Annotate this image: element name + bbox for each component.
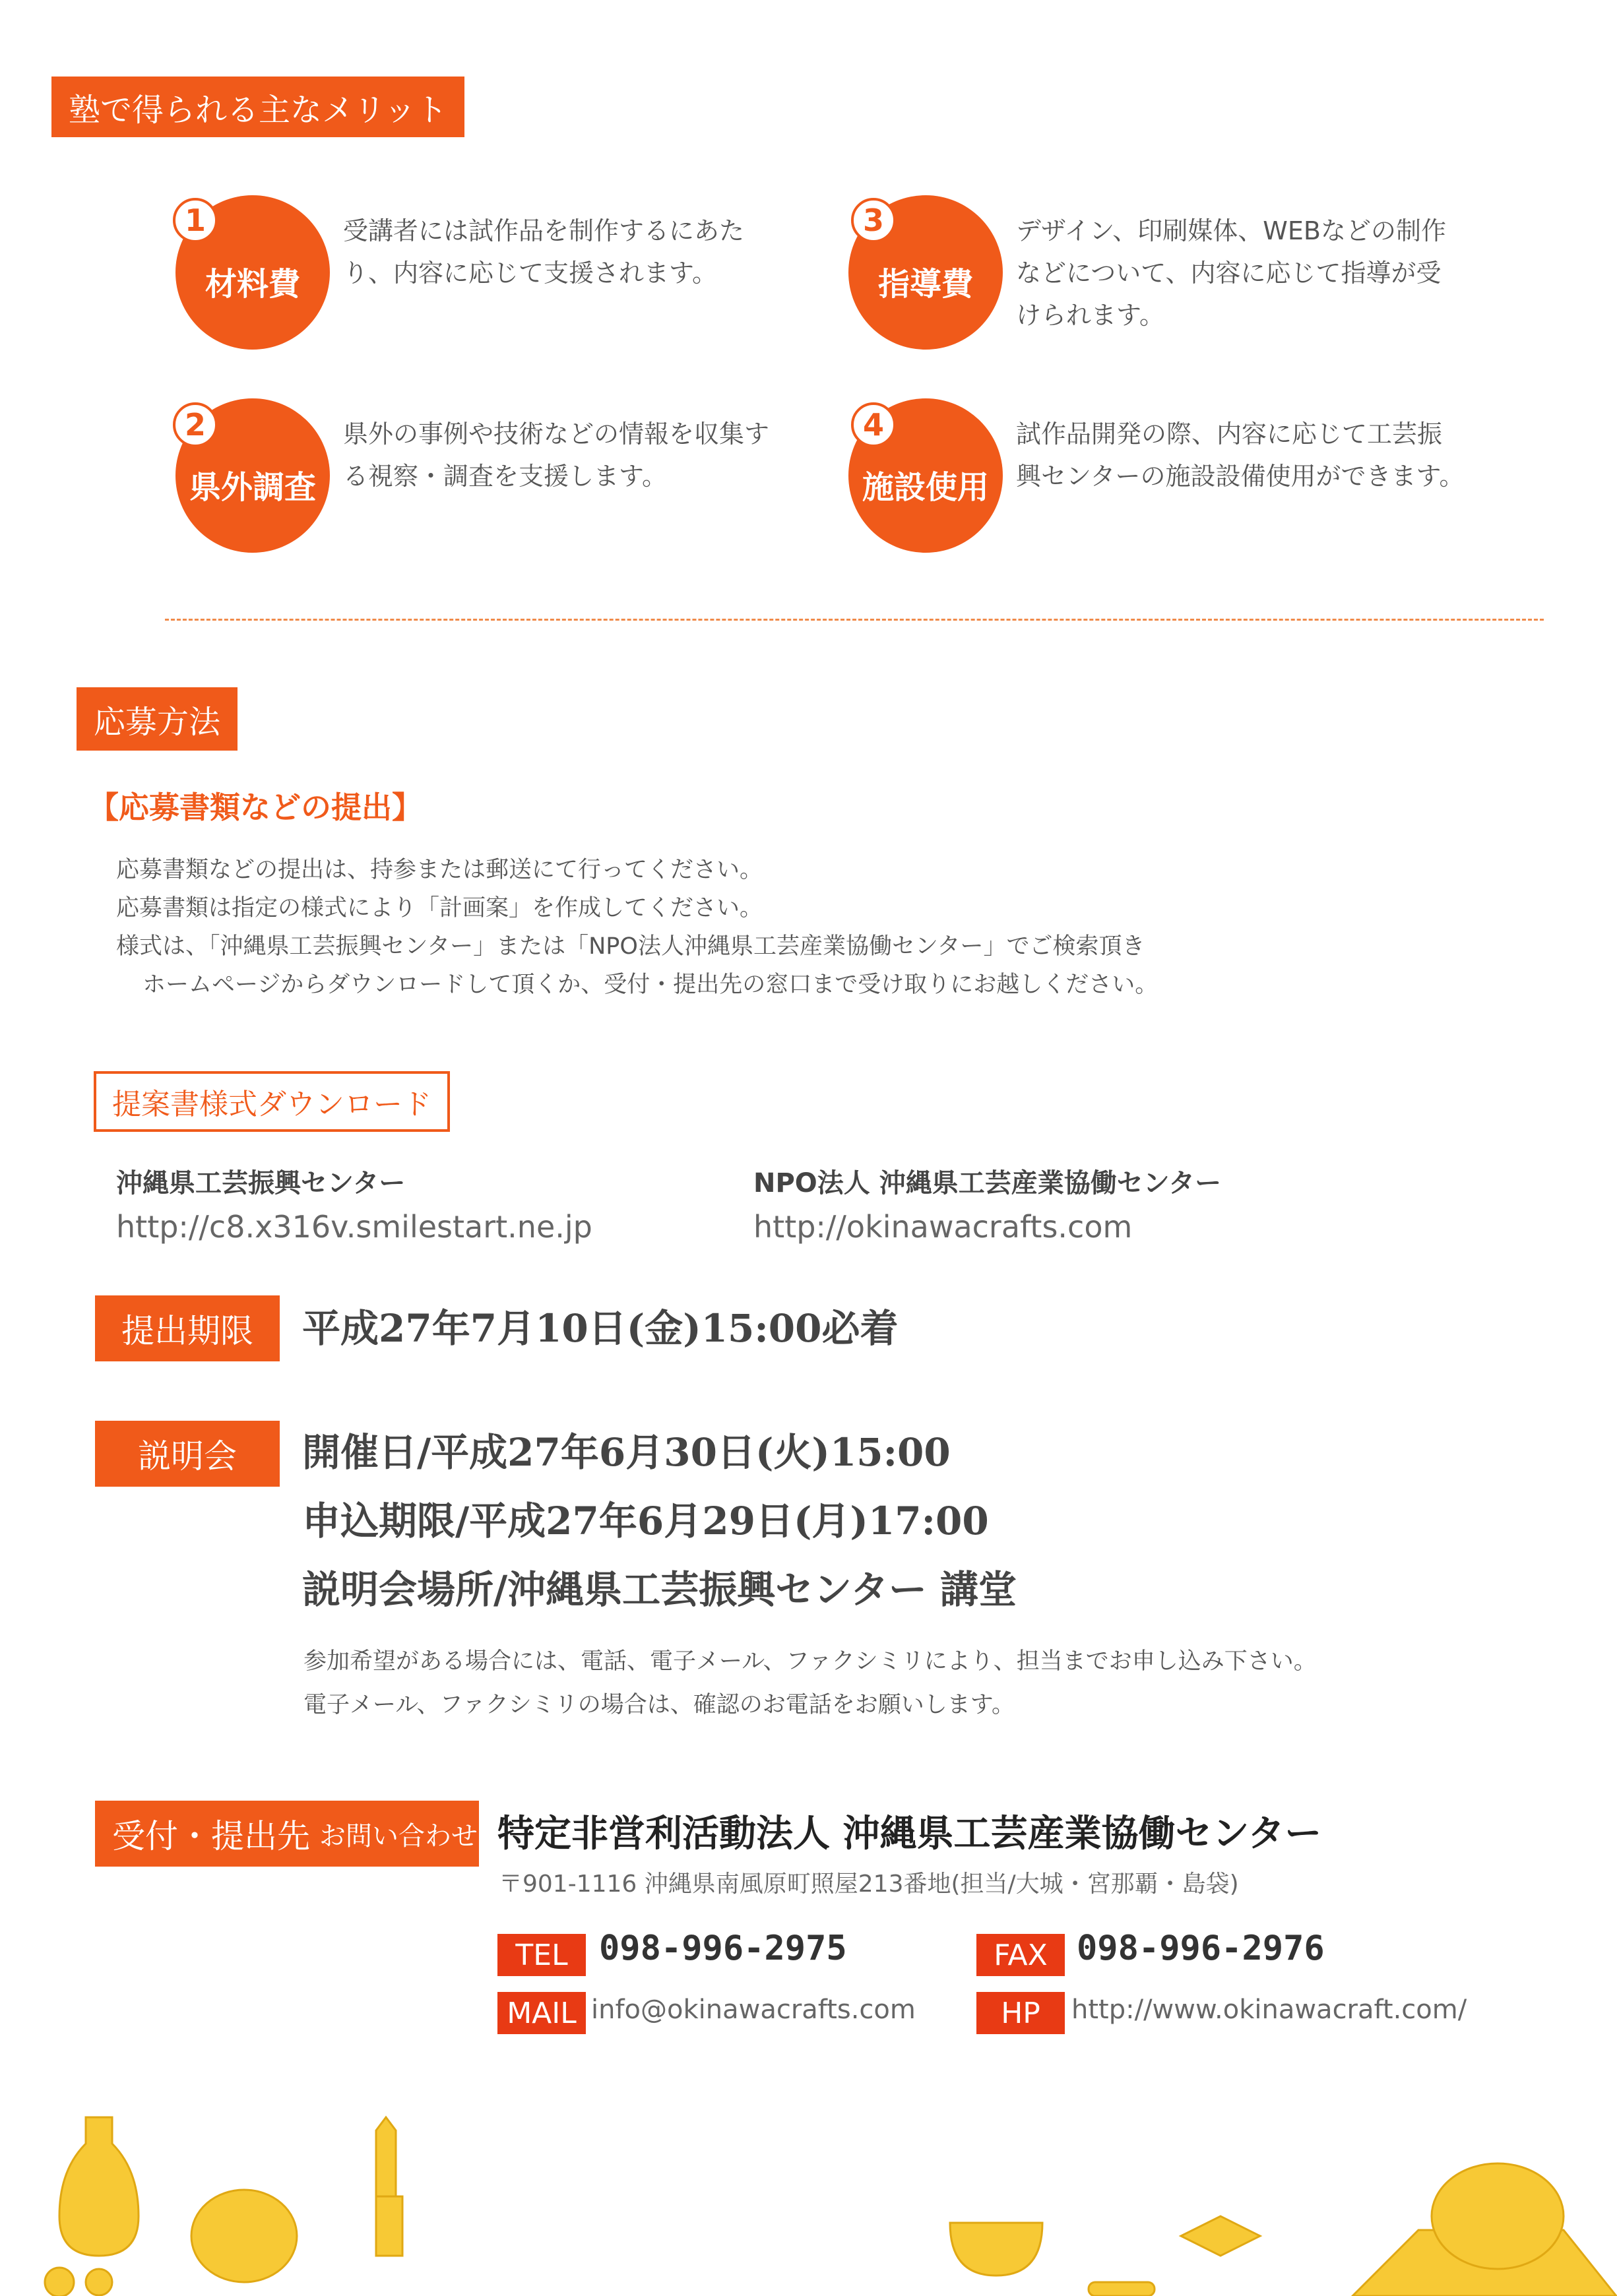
bottle-icon [59, 2117, 139, 2256]
contact-tag-small: お問い合わせ [319, 1820, 478, 1851]
fax-tag: FAX [976, 1934, 1065, 1976]
bowl-stack-icon [191, 2190, 297, 2282]
briefing-apply-deadline: 申込期限/平成27年6月29日(月)17:00 [302, 1499, 989, 1543]
apply-line-1: 応募書類などの提出は、持参または郵送にて行ってください。 [116, 857, 763, 883]
briefing-notes [303, 1640, 1557, 1727]
contact-tag [95, 1801, 479, 1867]
craft-illustrations [0, 2097, 1617, 2296]
apply-line-2: 応募書類は指定の様式により「計画案」を作成してください。 [116, 895, 763, 921]
download-link-2-url[interactable]: http://okinawacrafts.com [753, 1209, 1133, 1245]
download-link-2-name: NPO法人 沖縄県工芸産業協働センター [753, 1168, 1222, 1198]
contact-org: 特定非営利活動法人 沖縄県工芸産業協働センター [497, 1813, 1322, 1855]
merit-4-number: 4 [851, 402, 896, 447]
apply-line-3: 様式は、「沖縄県工芸振興センター」または「NPO法人沖縄県工芸産業協働センター」でご検索頂き [116, 933, 1145, 960]
briefing-date: 開催日/平成27年6月30日(火)15:00 [302, 1430, 951, 1475]
mail-address[interactable]: info@okinawacrafts.com [591, 1995, 916, 2025]
download-heading-text: 提案書様式ダウンロード [112, 1088, 431, 1121]
section-divider [165, 619, 1544, 621]
cup-icon [45, 2268, 74, 2296]
ribbon-icon [1181, 2216, 1260, 2256]
mail-tag: MAIL [497, 1992, 586, 2034]
briefing-tag [95, 1421, 280, 1487]
briefing-tag-text: 説明会 [138, 1437, 237, 1475]
basket-icon [1432, 2163, 1564, 2269]
merit-2-text: 県外の事例や技術などの情報を収集する視察・調査を支援します。 [343, 419, 770, 491]
merit-1-number: 1 [173, 198, 218, 243]
bowl-icon [950, 2223, 1042, 2276]
briefing-venue: 説明会場所/沖縄県工芸振興センター 講堂 [302, 1567, 1017, 1612]
download-link-1-name: 沖縄県工芸振興センター [116, 1168, 406, 1198]
vase-icon [376, 2117, 396, 2196]
hp-tag: HP [976, 1992, 1065, 2034]
apply-body [116, 851, 1515, 1004]
deadline-tag-text: 提出期限 [121, 1312, 253, 1350]
deadline-text: 平成27年7月10日(金)15:00必着 [302, 1306, 899, 1351]
apply-heading [77, 687, 238, 751]
briefing-lines [302, 1418, 1017, 1624]
contact-tag-text: 受付・提出先 [112, 1817, 310, 1855]
briefing-note-2: 電子メール、ファクシミリの場合は、確認のお電話をお願いします。 [303, 1692, 1015, 1718]
deadline-tag [95, 1295, 280, 1361]
fax-number[interactable]: 098-996-2976 [1077, 1929, 1325, 1968]
apply-heading-text: 応募方法 [94, 703, 221, 741]
merits-heading [51, 77, 464, 137]
vase-base-icon [376, 2196, 402, 2256]
contact-address: 〒901-1116 沖縄県南風原町照屋213番地(担当/大城・宮那覇・島袋) [499, 1871, 1239, 1898]
cup-icon-2 [86, 2269, 112, 2295]
merit-3-number: 3 [851, 198, 896, 243]
briefing-note-1: 参加希望がある場合には、電話、電子メール、ファクシミリにより、担当までお申し込み下さい。 [303, 1648, 1317, 1675]
download-link-1-url[interactable]: http://c8.x316v.smilestart.ne.jp [116, 1209, 592, 1245]
download-heading [94, 1071, 450, 1132]
merit-4-text: 試作品開発の際、内容に応じて工芸振興センターの施設設備使用ができます。 [1016, 419, 1465, 491]
merit-2-label: 県外調査 [189, 469, 316, 506]
tel-number[interactable]: 098-996-2975 [599, 1929, 847, 1968]
tel-tag: TEL [497, 1934, 586, 1976]
download-link-2[interactable] [753, 1162, 1221, 1245]
merit-3-text: デザイン、印刷媒体、WEBなどの制作などについて、内容に応じて指導が受けられます。 [1016, 216, 1446, 330]
merit-1-label: 材料費 [205, 266, 300, 303]
merit-1-text: 受講者には試作品を制作するにあたり、内容に応じて支援されます。 [343, 216, 745, 288]
pouch-icon [1089, 2282, 1155, 2296]
merit-4-label: 施設使用 [862, 469, 989, 506]
apply-subheading: 【応募書類などの提出】 [88, 790, 422, 825]
merits-heading-text: 塾で得られる主なメリット [69, 91, 448, 129]
apply-line-4: ホームページからダウンロードして頂くか、受付・提出先の窓口まで受け取りにお越しください。 [143, 972, 1158, 998]
merit-2-number: 2 [173, 402, 218, 447]
merit-3-label: 指導費 [877, 266, 973, 303]
hp-url[interactable]: http://www.okinawacraft.com/ [1071, 1995, 1467, 2025]
download-link-1[interactable] [116, 1162, 592, 1245]
